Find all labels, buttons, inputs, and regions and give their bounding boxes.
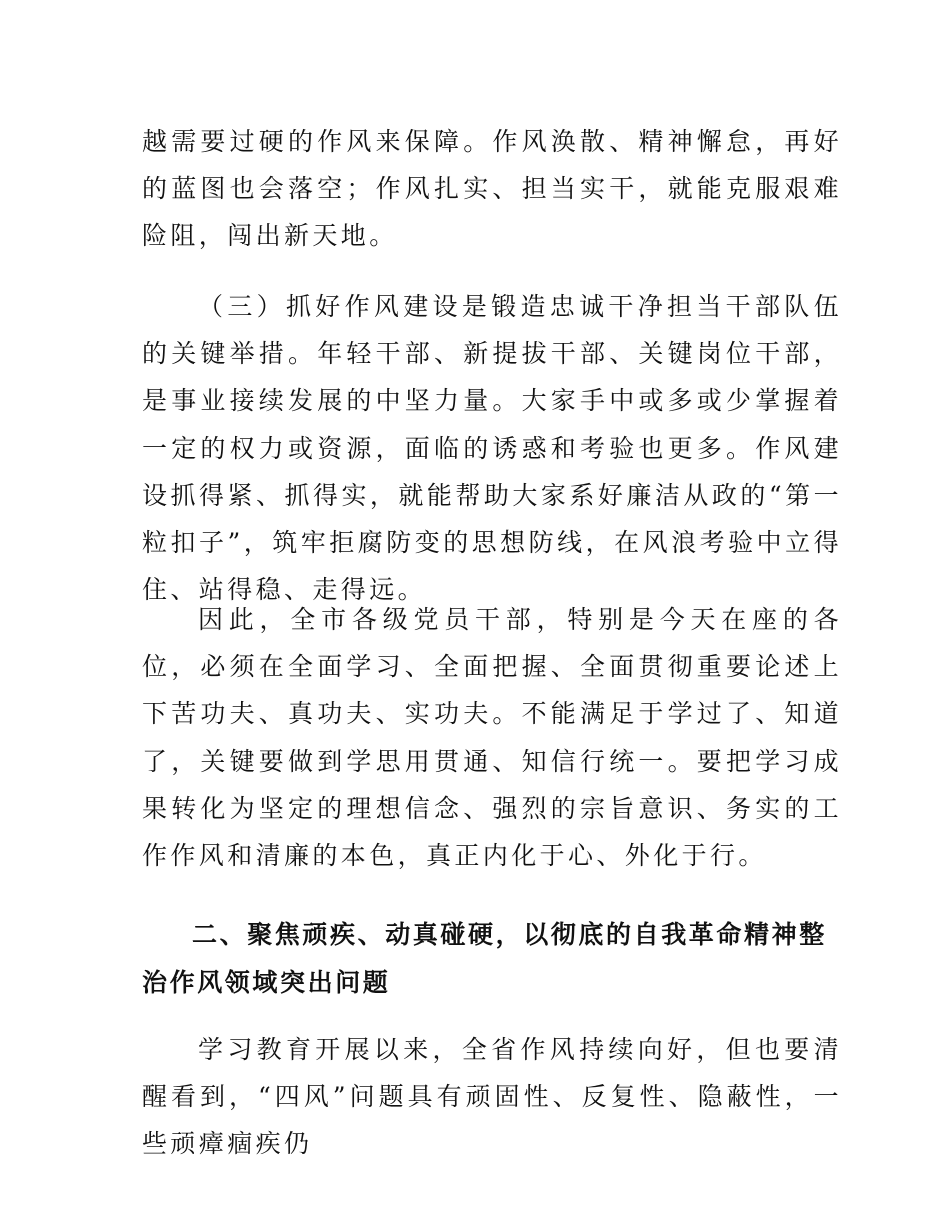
body-paragraph-continued: 越需要过硬的作风来保障。作风涣散、精神懈怠，再好的蓝图也会落空；作风扎实、担当实干，就能克服艰难险阻，闯出新天地。 [142,127,842,251]
body-paragraph-conclusion: 因此，全市各级党员干部，特别是今天在座的各位，必须在全面学习、全面把握、全面贯彻重要论述上下苦功夫、真功夫、实功夫。不能满足于学过了、知道了，关键要做到学思用贯通、知信行统一。要把学习成果转化为坚定的理想信念、强烈的宗旨意识、务实的工作作风和清廉的本色，真正内化于心、外化于行。 [142,605,842,871]
section-heading: 二、聚焦顽疾、动真碰硬，以彻底的自我革命精神整治作风领域突出问题 [142,920,827,997]
body-paragraph-point-three: （三）抓好作风建设是锻造忠诚干净担当干部队伍的关键举措。年轻干部、新提拔干部、关键岗位干部，是事业接续发展的中坚力量。大家手中或多或少掌握着一定的权力或资源，面临的诱惑和考验也更多。作风建设抓得紧、抓得实，就能帮助大家系好廉洁从政的“第一粒扣子”，筑牢拒腐防变的思想防线，在风浪考验中立得住、站得稳、走得远。 [142,292,842,605]
body-paragraph-section-two-intro: 学习教育开展以来，全省作风持续向好，但也要清醒看到，“四风”问题具有顽固性、反复性、隐蔽性，一些顽瘴痼疾仍 [142,1035,842,1159]
